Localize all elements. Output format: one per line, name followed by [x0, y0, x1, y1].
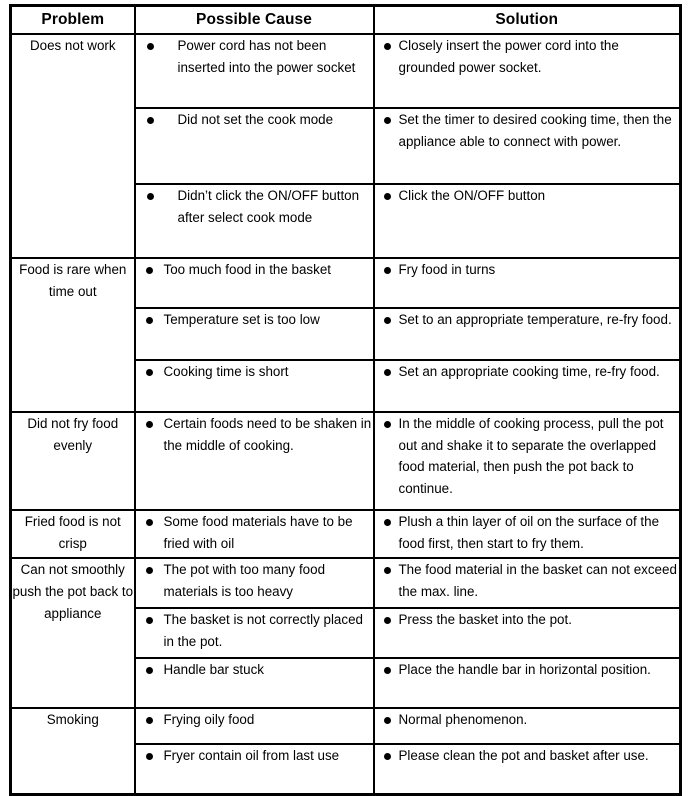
possible-cause-text: Some food materials have to be fried with oil: [136, 511, 373, 554]
solution-text: Press the basket into the pot.: [375, 609, 680, 631]
problem-cell: [11, 510, 135, 558]
column-header-solution: Solution: [374, 6, 681, 35]
possible-cause-cell: [135, 184, 374, 258]
solution-cell: [374, 108, 681, 184]
table-row: [11, 412, 681, 510]
possible-cause-cell: [135, 708, 374, 744]
possible-cause-text: Temperature set is too low: [136, 309, 373, 331]
column-header-problem: Problem: [11, 6, 135, 35]
possible-cause-cell: [135, 744, 374, 795]
table-row: [11, 34, 681, 108]
possible-cause-text: Frying oily food: [136, 709, 373, 731]
solution-cell: [374, 658, 681, 708]
solution-text: Plush a thin layer of oil on the surface of the food first, then start to fry them.: [375, 511, 680, 554]
possible-cause-cell: [135, 510, 374, 558]
solution-text: In the middle of cooking process, pull the pot out and shake it to separate the overlapped food material, then push the pot back to continue.: [375, 413, 680, 499]
problem-cell: [11, 412, 135, 510]
solution-text: Normal phenomenon.: [375, 709, 680, 731]
solution-cell: [374, 558, 681, 608]
possible-cause-text: The basket is not correctly placed in the pot.: [136, 609, 373, 652]
solution-cell: [374, 708, 681, 744]
problem-label: Did not fry food evenly: [27, 416, 119, 453]
possible-cause-text: Handle bar stuck: [136, 659, 373, 681]
possible-cause-cell: [135, 108, 374, 184]
problem-cell: [11, 34, 135, 258]
solution-cell: [374, 510, 681, 558]
problem-cell: [11, 258, 135, 412]
possible-cause-text: The pot with too many food materials is too heavy: [136, 559, 373, 602]
solution-text: Click the ON/OFF button: [375, 185, 680, 207]
troubleshooting-table: [9, 4, 682, 796]
possible-cause-cell: [135, 360, 374, 412]
problem-label: Smoking: [46, 712, 99, 727]
possible-cause-cell: [135, 308, 374, 360]
problem-cell: [11, 708, 135, 795]
solution-cell: [374, 184, 681, 258]
solution-text: Fry food in turns: [375, 259, 680, 281]
problem-label: Fried food is not crisp: [24, 514, 121, 551]
solution-cell: [374, 744, 681, 795]
table-header: [11, 6, 681, 35]
problem-label: Food is rare when time out: [19, 262, 127, 299]
possible-cause-text: Did not set the cook mode: [136, 109, 373, 131]
table-body: [11, 34, 681, 795]
column-header-possible-cause: Possible Cause: [135, 6, 374, 35]
possible-cause-text: Cooking time is short: [136, 361, 373, 383]
possible-cause-cell: [135, 558, 374, 608]
possible-cause-text: Certain foods need to be shaken in the middle of cooking.: [136, 413, 373, 456]
possible-cause-cell: [135, 412, 374, 510]
possible-cause-text: Didn’t click the ON/OFF button after select cook mode: [136, 185, 373, 228]
solution-text: Closely insert the power cord into the grounded power socket.: [375, 35, 680, 78]
solution-cell: [374, 34, 681, 108]
solution-text: Set the timer to desired cooking time, then the appliance able to connect with power.: [375, 109, 680, 152]
solution-cell: [374, 608, 681, 658]
solution-text: The food material in the basket can not exceed the max. line.: [375, 559, 680, 602]
possible-cause-text: Fryer contain oil from last use: [136, 745, 373, 767]
solution-text: Set to an appropriate temperature, re-fry food.: [375, 309, 680, 331]
table-row: [11, 258, 681, 308]
possible-cause-text: Power cord has not been inserted into the power socket: [136, 35, 373, 78]
solution-text: Place the handle bar in horizontal position.: [375, 659, 680, 681]
possible-cause-cell: [135, 34, 374, 108]
problem-label: Can not smoothly push the pot back to appliance: [12, 562, 134, 621]
solution-cell: [374, 360, 681, 412]
solution-cell: [374, 258, 681, 308]
possible-cause-cell: [135, 608, 374, 658]
solution-cell: [374, 412, 681, 510]
problem-cell: [11, 558, 135, 708]
table-row: [11, 510, 681, 558]
possible-cause-text: Too much food in the basket: [136, 259, 373, 281]
problem-label: Does not work: [29, 38, 116, 53]
solution-text: Set an appropriate cooking time, re-fry food.: [375, 361, 680, 383]
table-row: [11, 708, 681, 744]
solution-cell: [374, 308, 681, 360]
possible-cause-cell: [135, 658, 374, 708]
solution-text: Please clean the pot and basket after use.: [375, 745, 680, 767]
table-row: [11, 558, 681, 608]
header-row: [11, 6, 681, 35]
possible-cause-cell: [135, 258, 374, 308]
